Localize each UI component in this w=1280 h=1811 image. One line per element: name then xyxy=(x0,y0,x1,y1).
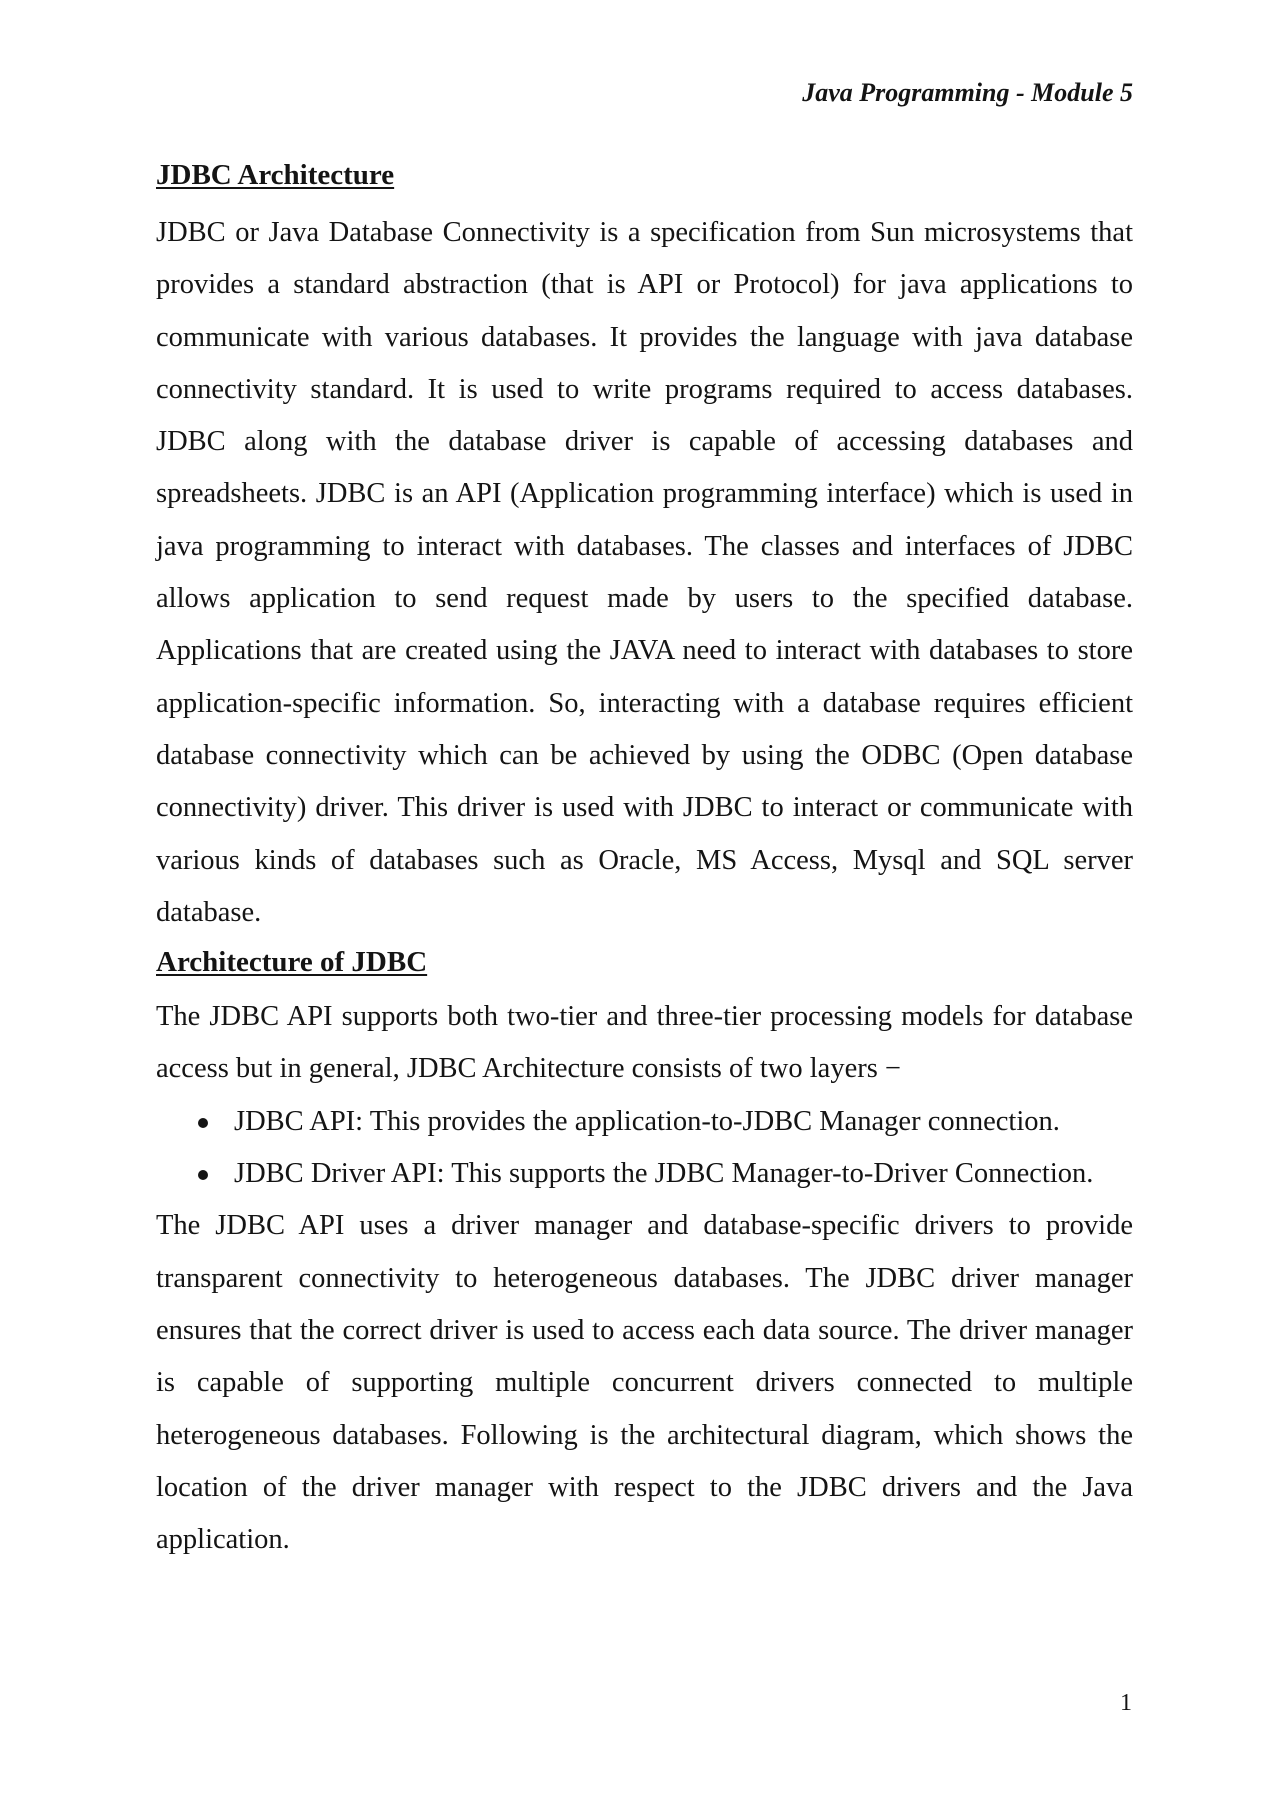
section-heading-jdbc-architecture: JDBC Architecture xyxy=(156,159,395,191)
page-content xyxy=(156,155,1133,1566)
bullet-text-jdbc-driver-api: JDBC Driver API: This supports the JDBC Manager-to-Driver Connection. xyxy=(234,1158,1094,1190)
bullet-list-layers xyxy=(156,1096,1133,1201)
list-item xyxy=(156,1096,1133,1148)
running-header: Java Programming - Module 5 xyxy=(802,78,1133,107)
paragraph-jdbc-definition: JDBC or Java Database Connectivity is a specification from Sun microsystems that provides a standard abstraction (that is API or Protocol) for java applications to communicate with various databases. It provides the language with java database connectivity standard. It is used to write programs required to access databases. JDBC along with the database driver is capable of accessing databases and spreadsheets. JDBC is an API (Application programming interface) which is used in java programming to interact with databases. The classes and interfaces of JDBC allows application to send request made by users to the specified database. Applications that are created using the JAVA need to interact with databases to store application-specific information. So, interacting with a database requires efficient database connectivity which can be achieved by using the ODBC (Open database connectivity) driver. This driver is used with JDBC to interact or communicate with various kinds of databases such as Oracle, MS Access, Mysql and SQL server database. xyxy=(156,217,1133,928)
section-heading-architecture-of-jdbc: Architecture of JDBC xyxy=(156,946,428,979)
paragraph-driver-manager: The JDBC API uses a driver manager and database-specific drivers to provide transparent connectivity to heterogeneous databases. The JDBC driver manager ensures that the correct driver is used to access each data source. The driver manager is capable of supporting multiple concurrent drivers connected to multiple heterogeneous databases. Following is the architectural diagram, which shows the location of the driver manager with respect to the JDBC drivers and the Java application. xyxy=(156,1210,1133,1556)
page-number: 1 xyxy=(1120,1690,1132,1716)
bullet-icon xyxy=(198,1170,208,1180)
bullet-icon xyxy=(198,1118,208,1128)
bullet-text-jdbc-api: JDBC API: This provides the application-to-JDBC Manager connection. xyxy=(234,1105,1060,1137)
list-item xyxy=(156,1148,1133,1200)
paragraph-architecture-intro: The JDBC API supports both two-tier and three-tier processing models for database access but in general, JDBC Architecture consists of two layers − xyxy=(156,1001,1133,1085)
